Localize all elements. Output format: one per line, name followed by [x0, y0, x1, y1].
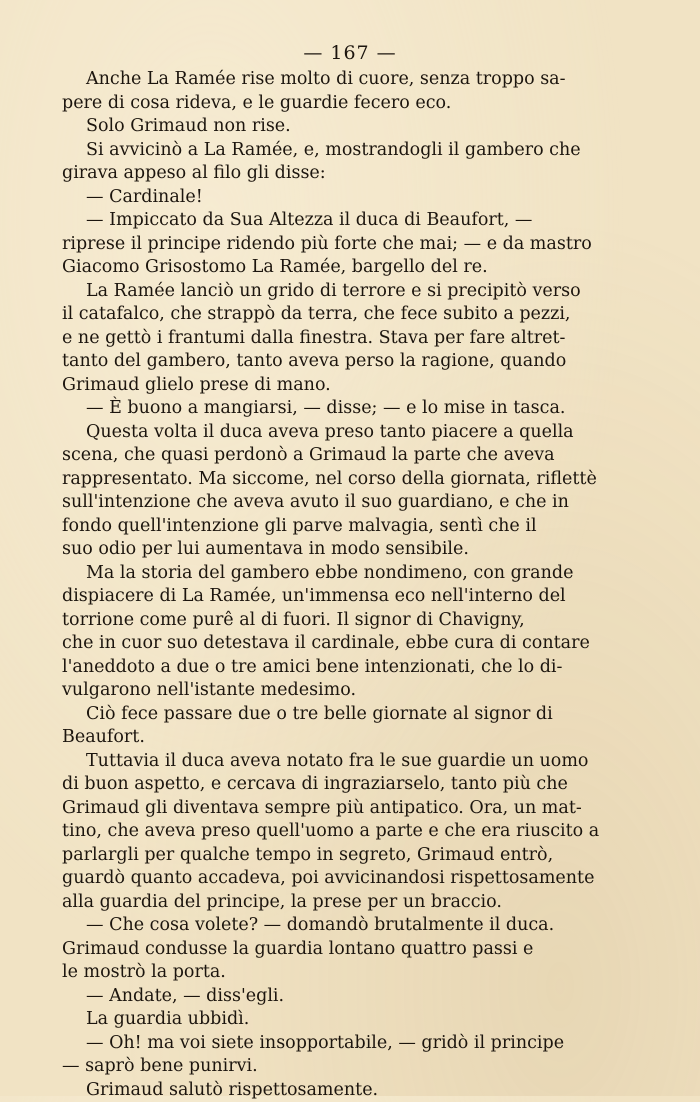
text-line: — Andate, — diss'egli. — [62, 985, 626, 1009]
text-line: Grimaud glielo prese di mano. — [62, 374, 626, 398]
text-line: — Oh! ma voi siete insopportabile, — gridò il principe — [62, 1032, 626, 1056]
text-line: il catafalco, che strappò da terra, che fece subito a pezzi, — [62, 303, 626, 327]
text-line: Ciò fece passare due o tre belle giornate al signor di — [62, 703, 626, 727]
text-line: alla guardia del principe, la prese per un braccio. — [62, 891, 626, 915]
page-number: — 167 — — [0, 42, 700, 64]
text-line: Anche La Ramée rise molto di cuore, senza troppo sa- — [62, 68, 626, 92]
text-line: Beaufort. — [62, 726, 626, 750]
text-line: che in cuor suo detestava il cardinale, ebbe cura di contare — [62, 632, 626, 656]
text-line: riprese il principe ridendo più forte che mai; — e da mastro — [62, 233, 626, 257]
text-line: suo odio per lui aumentava in modo sensibile. — [62, 538, 626, 562]
text-line: Si avvicinò a La Ramée, e, mostrandogli il gambero che — [62, 139, 626, 163]
text-line: le mostrò la porta. — [62, 961, 626, 985]
text-line: Grimaud gli diventava sempre più antipatico. Ora, un mat- — [62, 797, 626, 821]
text-line: fondo quell'intenzione gli parve malvagia, sentì che il — [62, 515, 626, 539]
text-line: pere di cosa rideva, e le guardie fecero eco. — [62, 92, 626, 116]
text-line: rappresentato. Ma siccome, nel corso della giornata, riflettè — [62, 468, 626, 492]
text-line: La guardia ubbidì. — [62, 1008, 626, 1032]
text-line: — Che cosa volete? — domandò brutalmente il duca. — [62, 914, 626, 938]
text-line: Questa volta il duca aveva preso tanto piacere a quella — [62, 421, 626, 445]
text-line: tino, che aveva preso quell'uomo a parte e che era riuscito a — [62, 820, 626, 844]
text-line: l'aneddoto a due o tre amici bene intenzionati, che lo di- — [62, 656, 626, 680]
text-line: Grimaud salutò rispettosamente. — [62, 1079, 626, 1102]
text-line: La Ramée lanciò un grido di terrore e si precipitò verso — [62, 280, 626, 304]
text-line: torrione come purê al di fuori. Il signor di Chavigny, — [62, 609, 626, 633]
text-line: — Impiccato da Sua Altezza il duca di Beaufort, — — [62, 209, 626, 233]
text-line: di buon aspetto, e cercava di ingraziarselo, tanto più che — [62, 773, 626, 797]
text-line: e ne gettò i frantumi dalla finestra. Stava per fare altret- — [62, 327, 626, 351]
text-line: sull'intenzione che aveva avuto il suo guardiano, e che in — [62, 491, 626, 515]
text-line: guardò quanto accadeva, poi avvicinandosi rispettosamente — [62, 867, 626, 891]
text-line: Grimaud condusse la guardia lontano quattro passi e — [62, 938, 626, 962]
text-line: Solo Grimaud non rise. — [62, 115, 626, 139]
text-line: parlargli per qualche tempo in segreto, Grimaud entrò, — [62, 844, 626, 868]
text-line: — saprò bene punirvi. — [62, 1055, 626, 1079]
text-line: girava appeso al filo gli disse: — [62, 162, 626, 186]
body-text — [62, 68, 626, 1102]
text-line: — È buono a mangiarsi, — disse; — e lo mise in tasca. — [62, 397, 626, 421]
text-line: Tuttavia il duca aveva notato fra le sue guardie un uomo — [62, 750, 626, 774]
text-line: tanto del gambero, tanto aveva perso la ragione, quando — [62, 350, 626, 374]
text-line: Ma la storia del gambero ebbe nondimeno, con grande — [62, 562, 626, 586]
text-line: scena, che quasi perdonò a Grimaud la parte che aveva — [62, 444, 626, 468]
text-line: dispiacere di La Ramée, un'immensa eco nell'interno del — [62, 585, 626, 609]
text-line: — Cardinale! — [62, 186, 626, 210]
text-line: vulgarono nell'istante medesimo. — [62, 679, 626, 703]
text-line: Giacomo Grisostomo La Ramée, bargello del re. — [62, 256, 626, 280]
